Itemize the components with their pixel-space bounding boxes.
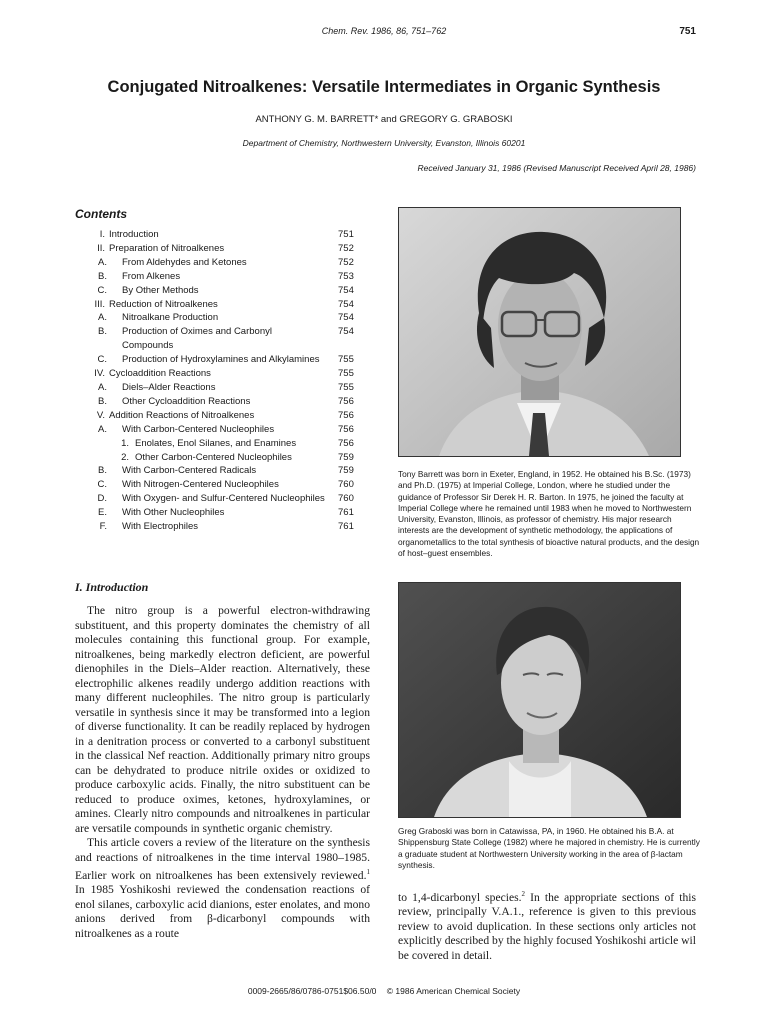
toc-item — [75, 242, 370, 256]
toc-item-page: 756 — [338, 395, 354, 407]
toc-item — [75, 409, 370, 423]
col2-text-b: In the appropriate sections of this review, principally V.A.1., reference is given to this previous review to avoid duplication. In these sections only articles not explicitly described by the highly focused Yoshikoshi article wil be covered in detail. — [398, 890, 696, 962]
toc-item-number: A. — [98, 423, 107, 435]
toc-item-title: Preparation of Nitroalkenes — [109, 242, 225, 254]
toc-item-page: 761 — [338, 521, 354, 533]
toc-item-title: With Carbon-Centered Radicals — [122, 465, 257, 477]
toc-item-number: C. — [97, 479, 107, 491]
toc-item-title: Other Carbon-Centered Nucleophiles — [135, 451, 292, 463]
introduction-body — [75, 604, 370, 941]
author-photo-graboski — [398, 582, 681, 818]
author-photo-barrett — [398, 207, 681, 457]
toc-item-page: 754 — [338, 284, 354, 296]
toc-item — [75, 270, 370, 284]
bio-graboski: Greg Graboski was born in Catawissa, PA, in 1960. He obtained his B.A. at Shippensburg State College (1982) where he majored in chemistry. He is currently a graduate student at Northwestern University working in the area of β-lactam synthesis. — [398, 826, 700, 870]
toc-item — [75, 325, 370, 353]
toc-item — [75, 353, 370, 367]
toc-item-number: C. — [97, 284, 107, 296]
intro-paragraph-2 — [75, 836, 370, 941]
toc-item-page: 760 — [338, 479, 354, 491]
toc-item-title: With Carbon-Centered Nucleophiles — [122, 423, 275, 435]
toc-item — [75, 437, 370, 451]
toc-item-title: Introduction — [109, 229, 159, 240]
toc-item — [75, 367, 370, 381]
toc-item — [75, 395, 370, 409]
toc-item-number: E. — [98, 507, 107, 519]
ref-1: 1 — [366, 868, 370, 876]
toc-item-title: Addition Reactions of Nitroalkenes — [109, 409, 255, 421]
toc-item-number: A. — [98, 256, 107, 268]
toc-item — [75, 228, 370, 242]
footer-copyright: © 1986 American Chemical Society — [386, 986, 521, 996]
toc-item-page: 759 — [338, 465, 354, 477]
ref-2: 2 — [521, 890, 526, 898]
received-date: Received January 31, 1986 (Revised Manuscript Received April 28, 1986) — [417, 163, 696, 173]
section-heading-introduction: I. Introduction — [75, 580, 149, 594]
toc-item-number: II. — [97, 242, 105, 254]
contents-heading: Contents — [75, 207, 127, 221]
toc-item-page: 752 — [338, 242, 354, 254]
toc-item-number: V. — [96, 409, 105, 421]
introduction-body-continued — [398, 887, 696, 963]
toc-item-title: From Alkenes — [122, 270, 181, 282]
toc-item-page: 754 — [338, 298, 354, 310]
toc-item-title: With Oxygen- and Sulfur-Centered Nucleophiles — [122, 493, 325, 505]
toc-item — [75, 478, 370, 492]
intro-paragraph-1: The nitro group is a powerful electron-withdrawing substituent, and this property dominates the chemistry of all molecules containing this functional group. For example, nitroalkenes, being markedly electron deficient, are powerful dienophiles in the Diels–Alder reaction. Alternatively, these electrophilic alkenes readily undergo addition reactions with many different nucleophiles. The nitro group is particularly versatile in synthesis since it may be transformed into a legion of diverse functionality. It can be readily replaced by hydrogen in a denitration process or converted to a carbonyl substituent in the classical Nef reaction. Additionally primary nitro groups can be dehydrated to produce nitrile oxides or oxidized to produce carboxylic acids. Finally, the nitro substituent can be reduced to produce oximes, ketones, hydroxylamines, or amines. Clearly nitro compounds and nitroalkenes in particular are versatile compounds in synthetic organic chemistry. — [75, 604, 370, 835]
toc-item-title: Other Cycloaddition Reactions — [122, 395, 251, 407]
toc-item-page: 752 — [338, 256, 354, 268]
toc-item-title: Reduction of Nitroalkenes — [109, 298, 218, 310]
toc-item-page: 753 — [338, 270, 354, 282]
toc-item — [75, 423, 370, 437]
toc-item-title: By Other Methods — [122, 284, 199, 296]
toc-item-page: 755 — [338, 368, 354, 380]
toc-item-title: With Nitrogen-Centered Nucleophiles — [122, 479, 279, 491]
toc-item — [75, 464, 370, 478]
page-footer — [0, 986, 768, 996]
toc-item-title: Diels–Alder Reactions — [122, 381, 216, 393]
toc-item-page: 754 — [338, 326, 354, 338]
toc-item-number: D. — [97, 493, 107, 505]
toc-item-number: F. — [99, 521, 107, 533]
toc-item-number: B. — [98, 326, 107, 338]
table-of-contents — [75, 228, 370, 534]
toc-item-page: 760 — [338, 493, 354, 505]
toc-item-page: 761 — [338, 507, 354, 519]
portrait-barrett-image — [399, 208, 680, 456]
toc-item-number: A. — [98, 381, 107, 393]
toc-item-page: 755 — [338, 354, 354, 366]
intro-p2-text-a: This article covers a review of the literature on the synthesis and reactions of nitroalkenes in the time interval 1980–1985. Earlier work on nitroalkenes has been extensively reviewed. — [75, 836, 370, 882]
toc-item-number: A. — [98, 312, 107, 324]
toc-item-page: 759 — [338, 451, 354, 463]
toc-item — [75, 256, 370, 270]
toc-item-title: With Other Nucleophiles — [122, 507, 225, 519]
toc-item — [75, 506, 370, 520]
toc-item — [75, 311, 370, 325]
toc-item-page: 756 — [338, 409, 354, 421]
toc-item-number: I. — [99, 229, 105, 240]
running-head: Chem. Rev. 1986, 86, 751–762 — [321, 26, 447, 36]
toc-item-number: B. — [98, 395, 107, 407]
toc-item-title: Nitroalkane Production — [122, 312, 219, 324]
toc-item-title: From Aldehydes and Ketones — [122, 256, 247, 268]
intro-p2-text-b: In 1985 Yoshikoshi reviewed the condensation reactions of enol silanes, carboxylic acid dianions, ester enolates, and mono anions derived from β-dicarbonyl compounds with nitroalkenes as a route — [75, 883, 370, 940]
portrait-graboski-image — [399, 583, 680, 817]
toc-item-page: 755 — [338, 381, 354, 393]
toc-item-title: Production of Hydroxylamines and Alkylamines — [122, 354, 320, 366]
toc-item-number: C. — [97, 354, 107, 366]
toc-item-title: Enolates, Enol Silanes, and Enamines — [135, 437, 297, 449]
toc-item-page: 751 — [338, 229, 354, 240]
toc-item-number: 2. — [121, 451, 129, 463]
toc-item — [75, 492, 370, 506]
footer-code: 0009-2665/86/0786-0751$06.50/0 — [247, 986, 377, 996]
toc-item-page: 756 — [338, 423, 354, 435]
toc-item-title: Production of Oximes and Carbonyl Compounds — [122, 326, 272, 352]
toc-item — [75, 520, 370, 534]
toc-item-page: 754 — [338, 312, 354, 324]
toc-item-number: IV. — [94, 368, 105, 380]
toc-item — [75, 381, 370, 395]
toc-item-number: 1. — [121, 437, 129, 449]
toc-item-number: B. — [98, 465, 107, 477]
article-title: Conjugated Nitroalkenes: Versatile Intermediates in Organic Synthesis — [107, 78, 661, 96]
toc-item — [75, 298, 370, 312]
page-number: 751 — [679, 26, 696, 37]
col2-text-a: to 1,4-dicarbonyl species. — [398, 890, 522, 904]
toc-item-number: B. — [98, 270, 107, 282]
toc-item — [75, 284, 370, 298]
toc-item-page: 756 — [338, 437, 354, 449]
article-authors: ANTHONY G. M. BARRETT* and GREGORY G. GRABOSKI — [255, 114, 513, 125]
article-affiliation: Department of Chemistry, Northwestern University, Evanston, Illinois 60201 — [242, 138, 526, 148]
toc-item — [75, 451, 370, 465]
toc-item-number: III. — [94, 298, 105, 310]
toc-item-title: Cycloaddition Reactions — [109, 368, 211, 380]
toc-item-title: With Electrophiles — [122, 521, 199, 533]
bio-barrett: Tony Barrett was born in Exeter, England, in 1952. He obtained his B.Sc. (1973) and Ph.D. (1975) at Imperial College, London, where he studied under the guidance of Professor Sir Derek H. R. Barton. In 1975, he joined the faculty at Imperial College where he remained until 1983 when he moved to Northwestern University, Evanston, Illinois, as professor of chemistry. His major research interests are the development of synthetic methodology, the applications of organometallics to the total synthesis of bioactive natural products, and the design of host–guest ensembles. — [398, 469, 700, 559]
